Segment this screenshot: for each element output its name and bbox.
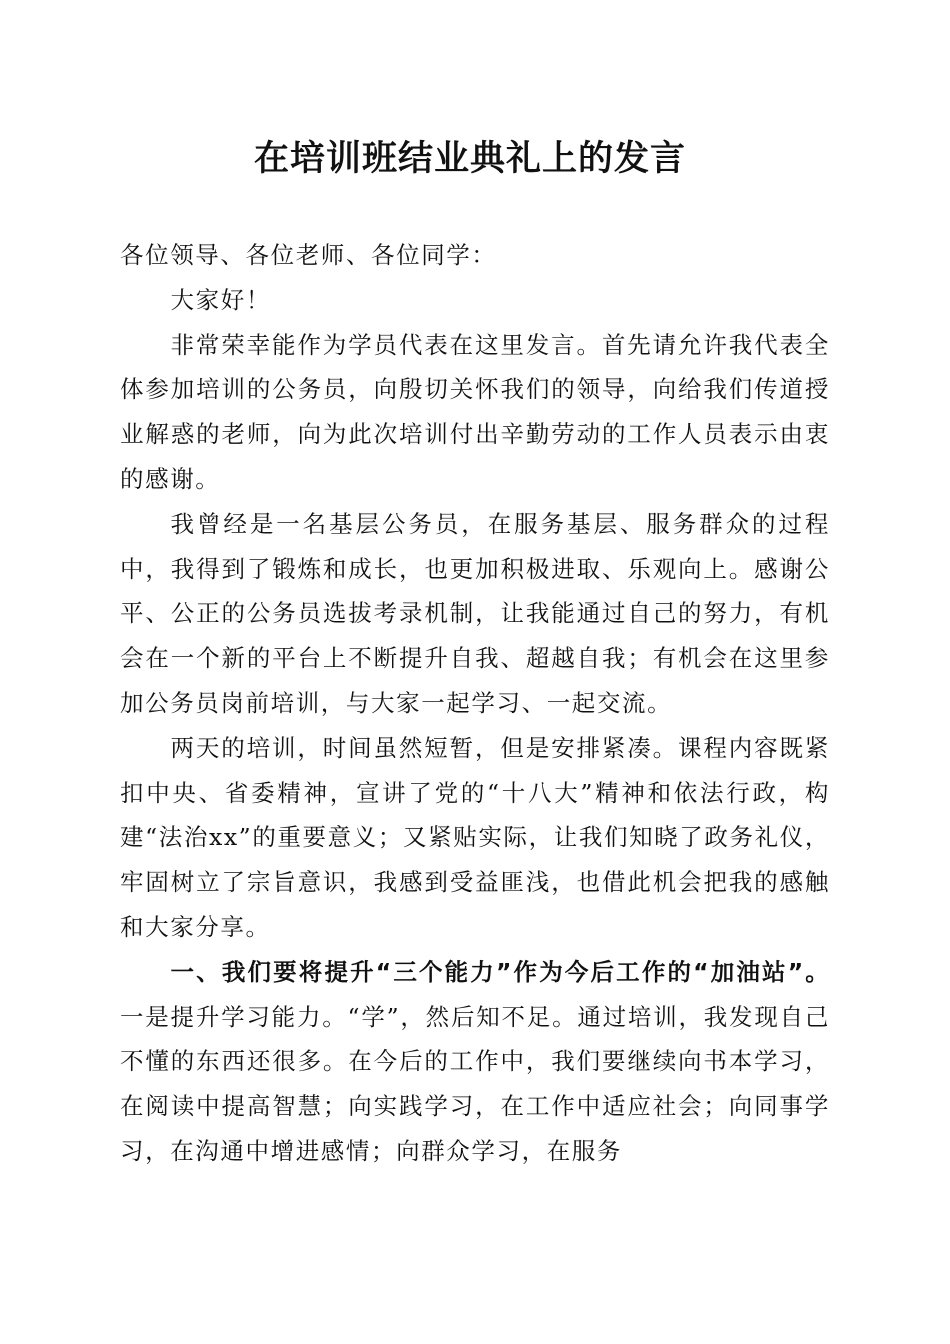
paragraph-thanks: 非常荣幸能作为学员代表在这里发言。首先请允许我代表全体参加培训的公务员，向殷切关怀我们的领导，向给我们传道授业解惑的老师，向为此次培训付出辛勤劳动的工作人员表示由衷的感谢。 <box>120 330 830 493</box>
paragraph-background: 我曾经是一名基层公务员，在服务基层、服务群众的过程中，我得到了锻炼和成长，也更加积极进取、乐观向上。感谢公平、公正的公务员选拔考录机制，让我能通过自己的努力，有机会在一个新的平台上不断提升自我、超越自我；有机会在这里参加公务员岗前培训，与大家一起学习、一起交流。 <box>120 509 830 717</box>
document-body <box>120 233 830 1174</box>
section-one-heading: 一、我们要将提升“三个能力”作为今后工作的“加油站”。 <box>170 957 830 986</box>
document-title: 在培训班结业典礼上的发言 <box>253 138 686 179</box>
section-one-text: 一是提升学习能力。“学”，然后知不足。通过培训，我发现自己不懂的东西还很多。在今后的工作中，我们要继续向书本学习，在阅读中提高智慧；向实践学习，在工作中适应社会；向同事学习，在沟通中增进感情；向群众学习，在服务 <box>120 1002 830 1165</box>
salutation: 各位领导、各位老师、各位同学： <box>120 241 497 269</box>
paragraph-training: 两天的培训，时间虽然短暂，但是安排紧凑。课程内容既紧扣中央、省委精神，宣讲了党的“十八大”精神和依法行政，构建“法治xx”的重要意义；又紧贴实际，让我们知晓了政务礼仪，牢固树立了宗旨意识，我感到受益匪浅，也借此机会把我的感触和大家分享。 <box>120 733 830 941</box>
greeting: 大家好！ <box>170 285 271 314</box>
section-one-paragraph <box>120 950 830 1174</box>
